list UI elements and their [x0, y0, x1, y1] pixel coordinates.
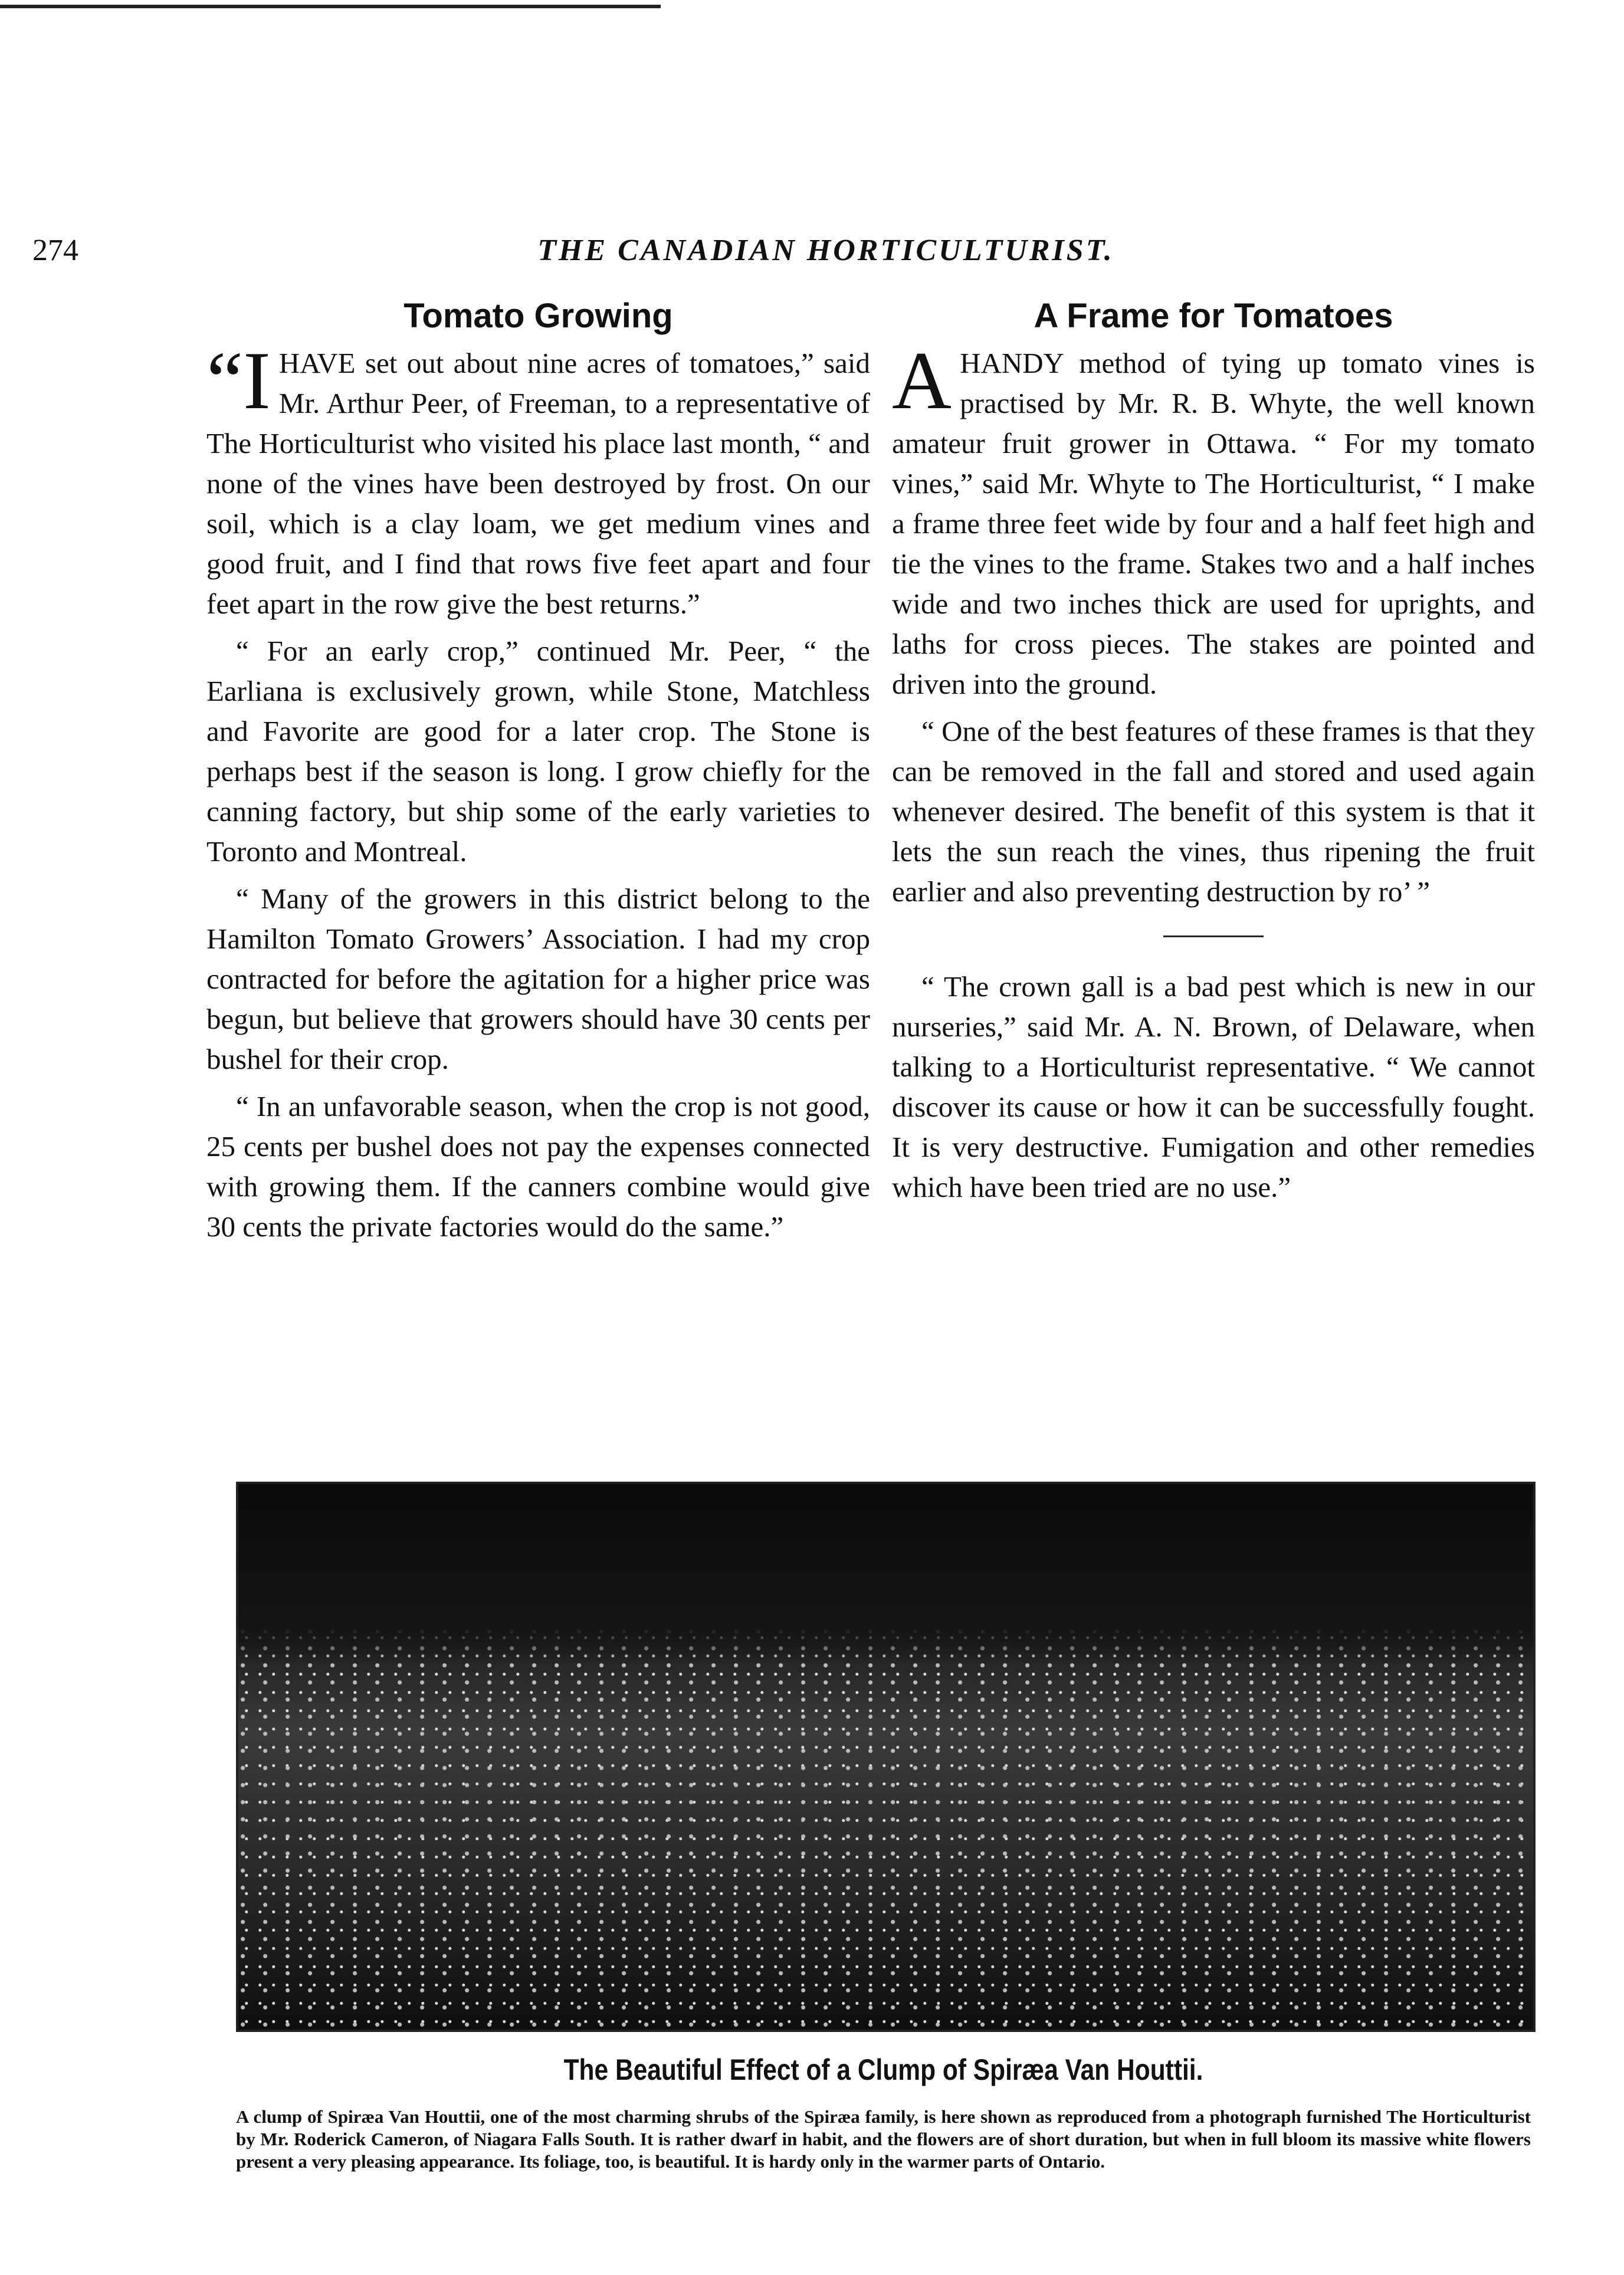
drop-cap: “I — [206, 335, 271, 426]
paragraph: “ Many of the growers in this district belong to the Hamilton Tomato Growers’ Association. I had my crop contracted for before the agitation for a higher price was begun, but believe that growers should have 30 cents per bushel for their crop. — [206, 882, 870, 1075]
article-frame-for-tomatoes — [892, 295, 1535, 1214]
paragraph: AHANDY method of tying up tomato vines is practised by Mr. R. B. Whyte, the well known amateur fruit grower in Ottawa. “ For my tomato vines,” said Mr. Whyte to The Horticulturist, “ I make a frame three feet wide by four and a half feet high and tie the vines to the frame. Stakes two and a half inches wide and two inches thick are used for uprights, and laths for cross pieces. The stakes are pointed and driven into the ground. — [892, 335, 1535, 700]
top-rule — [0, 5, 661, 8]
paragraph: “ One of the best features of these frames is that they can be removed in the fall and stored and used again whenever desired. The benefit of this system is that it lets the sun reach the vines, thus ripening the fruit earlier and also preventing destruction by ro’ ” — [892, 715, 1535, 908]
spiraea-photograph — [236, 1482, 1536, 2032]
paragraph: “ In an unfavorable season, when the crop is not good, 25 cents per bushel does not pay the expenses connected with growing them. If the canners combine would give 30 cents the private factories would do the same.” — [206, 1090, 870, 1243]
article-title: A Frame for Tomatoes — [1034, 297, 1393, 335]
figure-title: The Beautiful Effect of a Clump of Spiræa Van Houttii. — [563, 2053, 1203, 2086]
drop-cap: A — [892, 335, 952, 426]
running-title: THE CANADIAN HORTICULTURIST. — [537, 234, 1114, 267]
paragraph: “IHAVE set out about nine acres of tomatoes,” said Mr. Arthur Peer, of Freeman, to a representative of The Horticulturist who visited his place last month, “ and none of the vines have been destroyed by frost. On our soil, which is a clay loam, we get medium vines and good fruit, and I find that rows five feet apart and four feet apart in the row give the best returns.” — [206, 335, 870, 620]
page-number: 274 — [32, 234, 78, 267]
section-divider — [1163, 935, 1264, 937]
paragraph: “ The crown gall is a bad pest which is new in our nurseries,” said Mr. A. N. Brown, of Delaware, when talking to a Horticulturist representative. “ We cannot discover its cause or how it can be successfully fought. It is very destructive. Fumigation and other remedies which have been tried are no use.” — [892, 970, 1535, 1203]
article-tomato-growing — [206, 295, 870, 1254]
figure-caption: A clump of Spiræa Van Houttii, one of the most charming shrubs of the Spiræa family, is here shown as reproduced from a photograph furnished The Horticulturist by Mr. Roderick Cameron, of Niagara Falls South. It is rather dwarf in habit, and the flowers are of short duration, but when in full bloom its massive white flowers present a very pleasing appearance. Its foliage, too, is beautiful. It is hardy only in the warmer parts of Ontario. — [236, 2106, 1531, 2172]
paragraph: “ For an early crop,” continued Mr. Peer, “ the Earliana is exclusively grown, while Stone, Matchless and Favorite are good for a later crop. The Stone is perhaps best if the season is long. I grow chiefly for the canning factory, but ship some of the early varieties to Toronto and Montreal. — [206, 635, 870, 868]
article-title: Tomato Growing — [403, 297, 673, 335]
